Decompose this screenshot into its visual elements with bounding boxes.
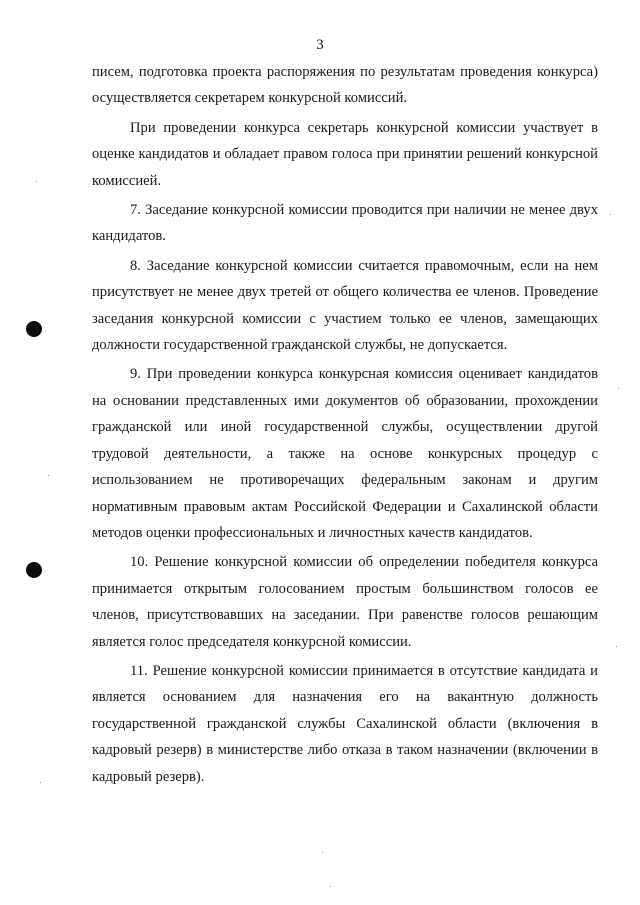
- paragraph-item-9: 9. При проведении конкурса конкурсная комиссия оценивает кандидатов на основании представленных ими документов об образовании, прохождении гражданской или иной государственной службы, осуществлении другой трудовой деятельности, а также на основе конкурсных процедур с использованием не противоречащих федеральным законам и другим нормативным правовым актам Российской Федерации и Сахалинской области методов оценки профессиональных и личностных качеств кандидатов.: [92, 366, 598, 541]
- punch-hole-mark: [26, 321, 42, 337]
- scan-speck: [40, 782, 41, 783]
- paragraph-item-8: 8. Заседание конкурсной комиссии считается правомочным, если на нем присутствует не менее двух третей от общего количества ее членов. Проведение заседания конкурсной комиссии с участием только ее членов, замещающих должности государственной гражданской службы, не допускается.: [92, 257, 598, 354]
- paragraph-secretary-role: При проведении конкурса секретарь конкурсной комиссии участвует в оценке кандидатов и обладает правом голоса при принятии решений конкурсной комиссией.: [92, 119, 598, 189]
- paragraph-item-10: 10. Решение конкурсной комиссии об определении победителя конкурса принимается открытым голосованием простым большинством голосов ее членов, присутствовавших на заседании. При равенстве голосов решающим является голос председателя конкурсной комиссии.: [92, 554, 598, 650]
- paragraph-continuation: писем, подготовка проекта распоряжения по результатам проведения конкурса) осуществляется секретарем конкурсной комиссий.: [92, 64, 598, 107]
- page-number: 3: [316, 37, 324, 53]
- scan-speck: [610, 214, 611, 215]
- scan-speck: [330, 886, 331, 887]
- scan-speck: [48, 475, 49, 476]
- paragraph-item-11: 11. Решение конкурсной комиссии принимается в отсутствие кандидата и является основанием для назначения его на вакантную должность государственной гражданской службы Сахалинской области (включения в кадровый резерв) в министерстве либо отказа в таком назначении (включении в кадровый резерв).: [92, 662, 598, 785]
- scan-speck: [616, 646, 617, 647]
- punch-hole-mark: [26, 562, 42, 578]
- document-body: [92, 59, 598, 793]
- scan-speck: [618, 388, 619, 389]
- scan-speck: [36, 181, 37, 182]
- scan-speck: [322, 852, 323, 853]
- paragraph-item-7: 7. Заседание конкурсной комиссии проводится при наличии не менее двух кандидатов.: [92, 202, 598, 245]
